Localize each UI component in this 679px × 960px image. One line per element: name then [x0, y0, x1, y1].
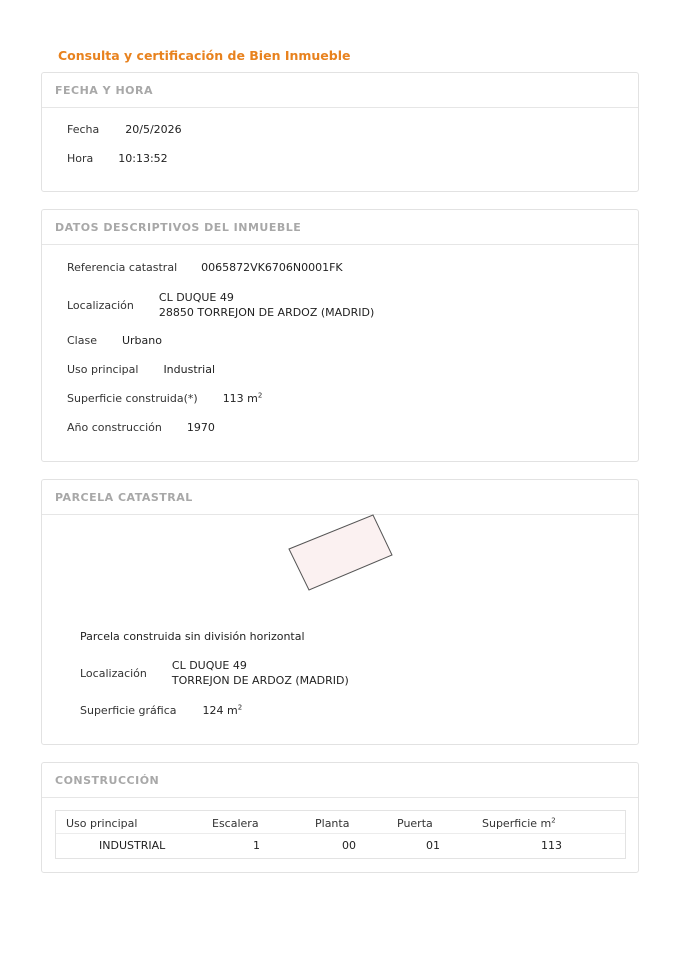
col-superficie-text: Superficie m: [482, 817, 552, 830]
hora-value: 10:13:52: [118, 152, 168, 165]
superficie-label: Superficie construida(*): [67, 392, 198, 405]
superficie-number: 113 m: [222, 392, 258, 405]
construccion-table: [55, 810, 626, 859]
parcela-superficie-row: [80, 704, 242, 717]
clase-row: [67, 334, 162, 347]
uso-row: [67, 363, 215, 376]
parcela-localizacion-row: [80, 658, 349, 688]
anio-row: [67, 421, 215, 434]
parcel-polygon: [289, 515, 392, 590]
fecha-value: 20/5/2026: [125, 123, 182, 136]
col-superficie: [482, 817, 556, 830]
parcela-superficie-exp: 2: [237, 703, 243, 712]
col-puerta: Puerta: [397, 817, 433, 830]
parcela-localizacion-label: Localización: [80, 666, 147, 680]
localizacion-line1: CL DUQUE 49: [158, 291, 234, 304]
table-divider: [56, 833, 625, 834]
clase-label: Clase: [67, 334, 97, 347]
datos-descriptivos-panel: [41, 209, 639, 462]
superficie-value: [223, 392, 263, 405]
localizacion-row: [67, 290, 374, 320]
referencia-row: [67, 261, 343, 274]
construccion-heading: CONSTRUCCIÓN: [42, 763, 638, 798]
cell-escalera: 1: [253, 839, 260, 852]
cell-puerta: 01: [426, 839, 440, 852]
page-title: Consulta y certificación de Bien Inmueble: [58, 48, 351, 63]
cell-planta: 00: [342, 839, 356, 852]
cell-superficie: 113: [541, 839, 562, 852]
clase-value: Urbano: [121, 334, 162, 347]
parcela-superficie-label: Superficie gráfica: [80, 704, 177, 717]
parcela-heading: PARCELA CATASTRAL: [42, 480, 638, 515]
referencia-value: 0065872VK6706N0001FK: [201, 261, 343, 274]
parcela-superficie-number: 124 m: [202, 704, 238, 717]
uso-value: Industrial: [163, 363, 216, 376]
anio-label: Año construcción: [67, 421, 162, 434]
localizacion-address: [159, 290, 374, 320]
col-uso-principal: Uso principal: [66, 817, 138, 830]
parcela-localizacion-address: [172, 658, 349, 688]
col-escalera: Escalera: [212, 817, 259, 830]
parcela-localizacion-line1: CL DUQUE 49: [171, 659, 247, 672]
hora-label: Hora: [67, 152, 94, 165]
construccion-panel: [41, 762, 639, 873]
superficie-exp: 2: [257, 391, 263, 400]
anio-value: 1970: [186, 421, 215, 434]
parcel-map: [286, 503, 398, 593]
fecha-label: Fecha: [67, 123, 100, 136]
hora-row: [67, 152, 168, 165]
fecha-hora-panel: [41, 72, 639, 192]
localizacion-line2: 28850 TORREJON DE ARDOZ (MADRID): [158, 306, 375, 319]
superficie-row: [67, 392, 262, 405]
fecha-hora-heading: FECHA Y HORA: [42, 73, 638, 108]
col-planta: Planta: [315, 817, 350, 830]
parcela-catastral-panel: [41, 479, 639, 745]
parcela-localizacion-line2: TORREJON DE ARDOZ (MADRID): [171, 674, 349, 687]
fecha-row: [67, 123, 182, 136]
localizacion-label: Localización: [67, 298, 134, 312]
uso-label: Uso principal: [67, 363, 139, 376]
referencia-label: Referencia catastral: [67, 261, 178, 274]
parcela-descripcion: Parcela construida sin división horizontal: [80, 630, 305, 643]
col-superficie-exp: 2: [551, 816, 556, 825]
cell-uso: INDUSTRIAL: [99, 839, 166, 852]
datos-heading: DATOS DESCRIPTIVOS DEL INMUEBLE: [42, 210, 638, 245]
parcela-superficie-value: [203, 704, 243, 717]
